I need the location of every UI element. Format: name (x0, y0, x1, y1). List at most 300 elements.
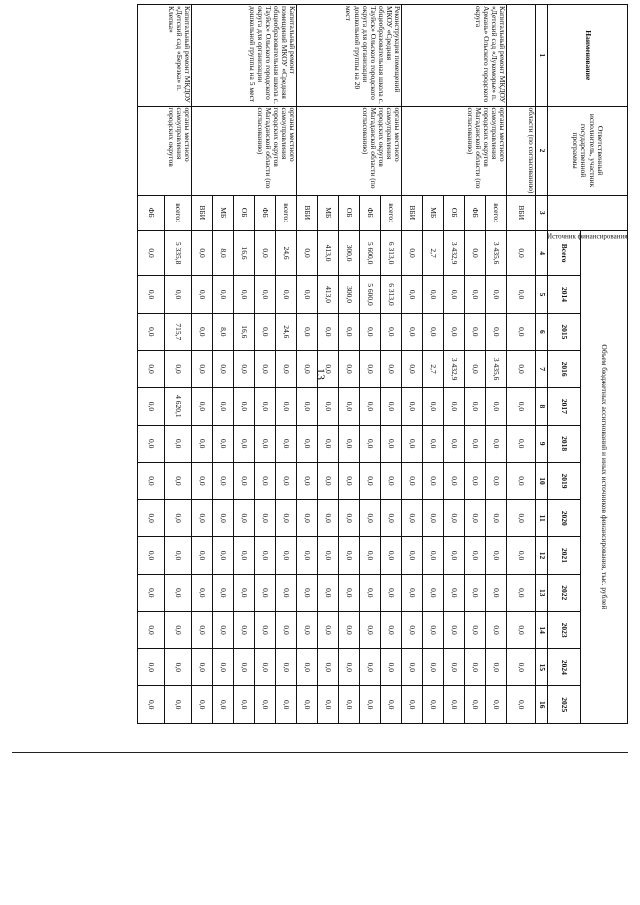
funding-value: 0,0 (255, 350, 276, 387)
funding-value: 0,0 (507, 388, 536, 425)
funding-value: 0,0 (255, 276, 276, 313)
funding-value: 0,0 (138, 230, 165, 276)
header-year: Всего (548, 230, 581, 276)
table-header (536, 5, 628, 724)
funding-value: 0,0 (138, 611, 165, 648)
header-column-number: 8 (536, 388, 548, 425)
funding-source: ОБ (234, 195, 255, 230)
funding-value: 0,0 (444, 388, 465, 425)
funding-source: ОБ (444, 195, 465, 230)
funding-source: ВБИ (297, 195, 318, 230)
funding-value: 0,0 (276, 350, 297, 387)
header-name: Наименование (548, 5, 628, 107)
funding-value: 0,0 (381, 537, 402, 574)
funding-value: 3 435,6 (486, 230, 507, 276)
bottom-rule (12, 752, 628, 753)
header-year: 2023 (548, 611, 581, 648)
funding-value: 0,0 (138, 649, 165, 686)
funding-value: 0,0 (486, 425, 507, 462)
funding-value: 0,0 (213, 276, 234, 313)
funding-value: 0,0 (444, 686, 465, 724)
funding-value: 0,0 (360, 350, 381, 387)
funding-value: 0,0 (465, 425, 486, 462)
funding-value: 0,0 (444, 574, 465, 611)
funding-value: 0,0 (507, 611, 536, 648)
funding-value: 0,0 (234, 611, 255, 648)
funding-value: 0,0 (381, 500, 402, 537)
funding-value: 0,0 (138, 537, 165, 574)
funding-value: 0,0 (213, 611, 234, 648)
funding-value: 0,0 (255, 425, 276, 462)
funding-value: 0,0 (465, 686, 486, 724)
funding-value: 0,0 (192, 611, 213, 648)
funding-value: 0,0 (465, 649, 486, 686)
funding-source: всего: (486, 195, 507, 230)
funding-value: 0,0 (297, 686, 318, 724)
funding-value: 0,0 (192, 350, 213, 387)
funding-value: 0,0 (192, 230, 213, 276)
funding-value: 0,0 (318, 350, 339, 387)
funding-value: 0,0 (423, 276, 444, 313)
funding-value: 0,0 (297, 611, 318, 648)
header-year: 2015 (548, 313, 581, 350)
rotated-page (68, 4, 628, 724)
funding-source: ФБ (360, 195, 381, 230)
funding-source: ВБИ (507, 195, 536, 230)
funding-value: 0,0 (486, 574, 507, 611)
funding-value: 0,0 (255, 649, 276, 686)
funding-value: 0,0 (381, 388, 402, 425)
funding-value: 8,0 (213, 230, 234, 276)
funding-value: 0,0 (360, 500, 381, 537)
funding-value: 0,0 (213, 574, 234, 611)
funding-value: 3 432,9 (444, 230, 465, 276)
funding-value: 0,0 (165, 500, 192, 537)
funding-value: 0,0 (360, 537, 381, 574)
funding-value: 0,0 (402, 276, 423, 313)
funding-value: 0,0 (192, 425, 213, 462)
funding-value: 0,0 (192, 500, 213, 537)
funding-value: 0,0 (360, 574, 381, 611)
funding-value: 5 335,8 (165, 230, 192, 276)
funding-value: 0,0 (192, 388, 213, 425)
funding-value: 0,0 (192, 462, 213, 499)
header-column-number: 16 (536, 686, 548, 724)
funding-value: 0,0 (402, 230, 423, 276)
funding-value: 0,0 (486, 649, 507, 686)
header-year: 2016 (548, 350, 581, 387)
rotated-table-area (68, 4, 628, 724)
funding-value: 0,0 (165, 537, 192, 574)
funding-value: 0,0 (276, 425, 297, 462)
funding-value: 0,0 (486, 388, 507, 425)
funding-source: ФБ (255, 195, 276, 230)
funding-value: 8,0 (213, 313, 234, 350)
funding-value: 0,0 (234, 500, 255, 537)
funding-value: 0,0 (465, 574, 486, 611)
funding-value: 0,0 (297, 350, 318, 387)
header-column-number: 13 (536, 574, 548, 611)
funding-value: 0,0 (318, 388, 339, 425)
funding-value: 0,0 (381, 611, 402, 648)
funding-source: МБ (213, 195, 234, 230)
header-year: 2025 (548, 686, 581, 724)
funding-value: 0,0 (213, 425, 234, 462)
funding-value: 0,0 (507, 313, 536, 350)
funding-value: 0,0 (276, 500, 297, 537)
header-year: 2014 (548, 276, 581, 313)
funding-value: 0,0 (165, 462, 192, 499)
funding-value: 16,6 (234, 313, 255, 350)
funding-value: 0,0 (276, 388, 297, 425)
funding-value: 0,0 (234, 350, 255, 387)
funding-value: 0,0 (423, 537, 444, 574)
funding-value: 0,0 (297, 425, 318, 462)
header-column-number: 3 (536, 195, 548, 230)
funding-value: 0,0 (276, 574, 297, 611)
funding-value: 0,0 (255, 686, 276, 724)
funding-value: 0,0 (423, 500, 444, 537)
funding-value: 0,0 (339, 425, 360, 462)
funding-value: 0,0 (138, 313, 165, 350)
funding-value: 0,0 (360, 649, 381, 686)
funding-value: 0,0 (297, 462, 318, 499)
funding-value: 0,0 (360, 388, 381, 425)
funding-value: 0,0 (234, 276, 255, 313)
funding-value: 4 620,1 (165, 388, 192, 425)
funding-value: 0,0 (234, 649, 255, 686)
funding-value: 0,0 (255, 230, 276, 276)
funding-value: 0,0 (234, 462, 255, 499)
funding-value: 0,0 (402, 500, 423, 537)
funding-value: 0,0 (339, 462, 360, 499)
funding-value: 0,0 (423, 574, 444, 611)
funding-value: 0,0 (318, 537, 339, 574)
header-year: 2019 (548, 462, 581, 499)
item-executor: органы местного самоуправления городских округов Магаданской области (по согласованию) (297, 106, 402, 195)
funding-value: 0,0 (255, 388, 276, 425)
funding-value: 0,0 (213, 462, 234, 499)
funding-value: 0,0 (192, 537, 213, 574)
funding-value: 0,0 (507, 649, 536, 686)
funding-value: 0,0 (339, 350, 360, 387)
funding-value: 0,0 (360, 686, 381, 724)
funding-value: 0,0 (465, 313, 486, 350)
funding-value: 0,0 (402, 537, 423, 574)
item-executor: органы местного самоуправления городских округов (138, 106, 192, 195)
header-column-number: 12 (536, 537, 548, 574)
funding-value: 0,0 (486, 276, 507, 313)
funding-value: 6 313,0 (381, 276, 402, 313)
item-executor: органы местного самоуправления городских округов Магаданской области (по согласованию) (402, 106, 507, 195)
funding-value: 0,0 (486, 686, 507, 724)
header-year: 2024 (548, 649, 581, 686)
funding-value: 0,0 (360, 313, 381, 350)
table-row (486, 5, 507, 724)
funding-source: ОБ (339, 195, 360, 230)
funding-value: 0,0 (276, 537, 297, 574)
funding-value: 0,0 (444, 611, 465, 648)
funding-value: 0,0 (381, 574, 402, 611)
funding-value: 0,0 (339, 388, 360, 425)
funding-value: 0,0 (192, 649, 213, 686)
funding-value: 0,0 (138, 462, 165, 499)
funding-source: ВБИ (402, 195, 423, 230)
header-source-label: Источник финансирования (546, 232, 628, 241)
funding-value: 0,0 (444, 462, 465, 499)
header-funding-group: Объем бюджетных ассигнований и иных источников финансирования, тыс. рублей (581, 230, 628, 723)
funding-value: 0,0 (339, 313, 360, 350)
funding-value: 0,0 (276, 462, 297, 499)
funding-value: 413,0 (318, 230, 339, 276)
funding-value: 0,0 (507, 350, 536, 387)
funding-value: 6 313,0 (381, 230, 402, 276)
funding-value: 0,0 (213, 537, 234, 574)
funding-value: 3 435,6 (486, 350, 507, 387)
header-column-number: 1 (536, 5, 548, 107)
funding-value: 0,0 (318, 686, 339, 724)
budget-table (137, 4, 628, 724)
funding-value: 0,0 (486, 537, 507, 574)
funding-value: 0,0 (318, 649, 339, 686)
funding-value: 0,0 (444, 425, 465, 462)
funding-value: 0,0 (297, 537, 318, 574)
funding-value: 0,0 (234, 388, 255, 425)
funding-value: 0,0 (276, 649, 297, 686)
funding-value: 0,0 (486, 462, 507, 499)
funding-value: 0,0 (297, 230, 318, 276)
funding-value: 0,0 (507, 462, 536, 499)
funding-value: 0,0 (381, 686, 402, 724)
funding-value: 0,0 (297, 388, 318, 425)
funding-value: 0,0 (465, 462, 486, 499)
funding-value: 0,0 (255, 537, 276, 574)
header-column-number: 2 (536, 106, 548, 195)
funding-value: 0,0 (138, 388, 165, 425)
table-row (507, 5, 536, 724)
funding-value: 0,0 (138, 276, 165, 313)
funding-source: ВБИ (192, 195, 213, 230)
funding-value: 0,0 (297, 574, 318, 611)
funding-value: 300,0 (339, 230, 360, 276)
item-name: Капитальный ремонт МКДОУ «Детский сад «Лукоморье» п. Армань» Ольского городского округа (402, 5, 507, 107)
table-body (138, 5, 536, 724)
funding-source: МБ (318, 195, 339, 230)
funding-value: 0,0 (165, 686, 192, 724)
funding-value: 0,0 (507, 230, 536, 276)
funding-value: 0,0 (339, 649, 360, 686)
funding-value: 0,0 (165, 649, 192, 686)
funding-value: 0,0 (444, 649, 465, 686)
funding-value: 0,0 (507, 276, 536, 313)
funding-value: 0,0 (423, 313, 444, 350)
funding-value: 0,0 (255, 574, 276, 611)
funding-value: 0,0 (276, 686, 297, 724)
header-column-number: 5 (536, 276, 548, 313)
funding-value: 0,0 (165, 350, 192, 387)
funding-value: 0,0 (297, 313, 318, 350)
funding-value: 0,0 (465, 388, 486, 425)
funding-value: 715,7 (165, 313, 192, 350)
funding-value: 0,0 (138, 686, 165, 724)
funding-value: 0,0 (423, 611, 444, 648)
funding-source: ФБ (465, 195, 486, 230)
funding-source: всего: (276, 195, 297, 230)
funding-value: 0,0 (381, 425, 402, 462)
funding-value: 0,0 (234, 574, 255, 611)
funding-source: ФБ (138, 195, 165, 230)
funding-value: 0,0 (381, 462, 402, 499)
funding-source: всего: (165, 195, 192, 230)
item-name: Реконструкция помещений МКОУ «Средняя общеобразовательная школа с. Тауйск» Ольского городского округа для организации дошкольной группы на 20 мест (297, 5, 402, 107)
funding-value: 0,0 (297, 649, 318, 686)
funding-value: 0,0 (507, 574, 536, 611)
funding-value: 2,7 (423, 350, 444, 387)
funding-value: 0,0 (402, 313, 423, 350)
funding-value: 0,0 (165, 574, 192, 611)
funding-value: 0,0 (423, 388, 444, 425)
header-column-number: 4 (536, 230, 548, 276)
funding-value: 0,0 (381, 313, 402, 350)
header-executor: Ответственный исполнитель, участник государственной программы (548, 106, 628, 195)
funding-value: 0,0 (165, 276, 192, 313)
funding-value: 0,0 (444, 537, 465, 574)
funding-value: 0,0 (402, 350, 423, 387)
header-column-number: 9 (536, 425, 548, 462)
funding-value: 0,0 (213, 649, 234, 686)
funding-value: 0,0 (138, 574, 165, 611)
funding-value: 0,0 (213, 500, 234, 537)
funding-value: 0,0 (444, 500, 465, 537)
funding-value: 0,0 (339, 611, 360, 648)
table-row (165, 5, 192, 724)
funding-value: 0,0 (339, 500, 360, 537)
funding-value: 0,0 (339, 537, 360, 574)
item-name (507, 5, 536, 107)
funding-value: 300,0 (339, 276, 360, 313)
funding-value: 0,0 (255, 313, 276, 350)
header-column-number: 7 (536, 350, 548, 387)
funding-value: 0,0 (192, 313, 213, 350)
funding-value: 0,0 (507, 500, 536, 537)
funding-value: 3 432,9 (444, 350, 465, 387)
funding-value: 0,0 (213, 350, 234, 387)
header-source (546, 195, 628, 241)
funding-value: 0,0 (213, 686, 234, 724)
funding-value: 0,0 (381, 649, 402, 686)
header-column-number: 14 (536, 611, 548, 648)
funding-value: 0,0 (276, 276, 297, 313)
funding-value: 0,0 (255, 500, 276, 537)
funding-value: 2,7 (423, 230, 444, 276)
funding-value: 0,0 (402, 462, 423, 499)
funding-value: 0,0 (402, 686, 423, 724)
header-numbers-row (536, 5, 548, 724)
funding-value: 0,0 (402, 611, 423, 648)
funding-value: 0,0 (486, 500, 507, 537)
funding-value: 0,0 (444, 313, 465, 350)
funding-value: 0,0 (339, 686, 360, 724)
funding-value: 0,0 (318, 611, 339, 648)
funding-value: 0,0 (234, 425, 255, 462)
funding-value: 0,0 (213, 388, 234, 425)
item-executor: области (по согласованию) (507, 106, 536, 195)
funding-value: 0,0 (444, 276, 465, 313)
funding-value: 0,0 (339, 574, 360, 611)
funding-value: 0,0 (192, 574, 213, 611)
funding-value: 0,0 (318, 313, 339, 350)
funding-value: 0,0 (255, 462, 276, 499)
funding-value: 0,0 (486, 313, 507, 350)
funding-value: 16,6 (234, 230, 255, 276)
funding-source: МБ (423, 195, 444, 230)
header-column-number: 15 (536, 649, 548, 686)
funding-value: 5 600,0 (360, 276, 381, 313)
funding-value: 0,0 (465, 350, 486, 387)
funding-value: 0,0 (192, 276, 213, 313)
funding-value: 413,0 (318, 276, 339, 313)
header-year: 2020 (548, 500, 581, 537)
funding-value: 0,0 (165, 425, 192, 462)
funding-value: 0,0 (318, 462, 339, 499)
funding-value: 0,0 (276, 611, 297, 648)
funding-value: 24,6 (276, 230, 297, 276)
funding-value: 0,0 (486, 611, 507, 648)
header-year: 2017 (548, 388, 581, 425)
funding-value: 0,0 (360, 425, 381, 462)
funding-value: 5 600,0 (360, 230, 381, 276)
funding-value: 0,0 (360, 462, 381, 499)
funding-value: 0,0 (402, 574, 423, 611)
funding-value: 0,0 (465, 276, 486, 313)
table-row (381, 5, 402, 724)
funding-value: 0,0 (318, 574, 339, 611)
funding-value: 0,0 (318, 500, 339, 537)
funding-value: 0,0 (402, 649, 423, 686)
header-year: 2018 (548, 425, 581, 462)
item-name: Капитальный ремонт МКДОУ «Детский сад «Березка» п. Клепка» (138, 5, 192, 107)
page-number: 13 (314, 368, 328, 380)
funding-value: 0,0 (423, 686, 444, 724)
funding-value: 24,6 (276, 313, 297, 350)
funding-value: 0,0 (360, 611, 381, 648)
funding-value: 0,0 (138, 425, 165, 462)
funding-value: 0,0 (423, 462, 444, 499)
funding-value: 0,0 (297, 276, 318, 313)
funding-value: 0,0 (234, 537, 255, 574)
funding-value: 0,0 (165, 611, 192, 648)
funding-value: 0,0 (507, 537, 536, 574)
funding-value: 0,0 (423, 649, 444, 686)
funding-value: 0,0 (138, 350, 165, 387)
funding-value: 0,0 (402, 388, 423, 425)
item-name: Капитальный ремонт помещений МКОУ «Средняя общеобразовательная школа с. Тауйск» Ольского городского округа для организации дошкольной группы на 5 мест (192, 5, 297, 107)
funding-value: 0,0 (255, 611, 276, 648)
funding-value: 0,0 (507, 686, 536, 724)
header-column-number: 11 (536, 500, 548, 537)
funding-value: 0,0 (507, 425, 536, 462)
funding-value: 0,0 (465, 537, 486, 574)
header-column-number: 6 (536, 313, 548, 350)
funding-value: 0,0 (318, 425, 339, 462)
funding-value: 0,0 (234, 686, 255, 724)
header-year: 2022 (548, 574, 581, 611)
header-year: 2021 (548, 537, 581, 574)
funding-source: всего: (381, 195, 402, 230)
funding-value: 0,0 (423, 425, 444, 462)
funding-value: 0,0 (465, 230, 486, 276)
header-row (581, 5, 628, 724)
